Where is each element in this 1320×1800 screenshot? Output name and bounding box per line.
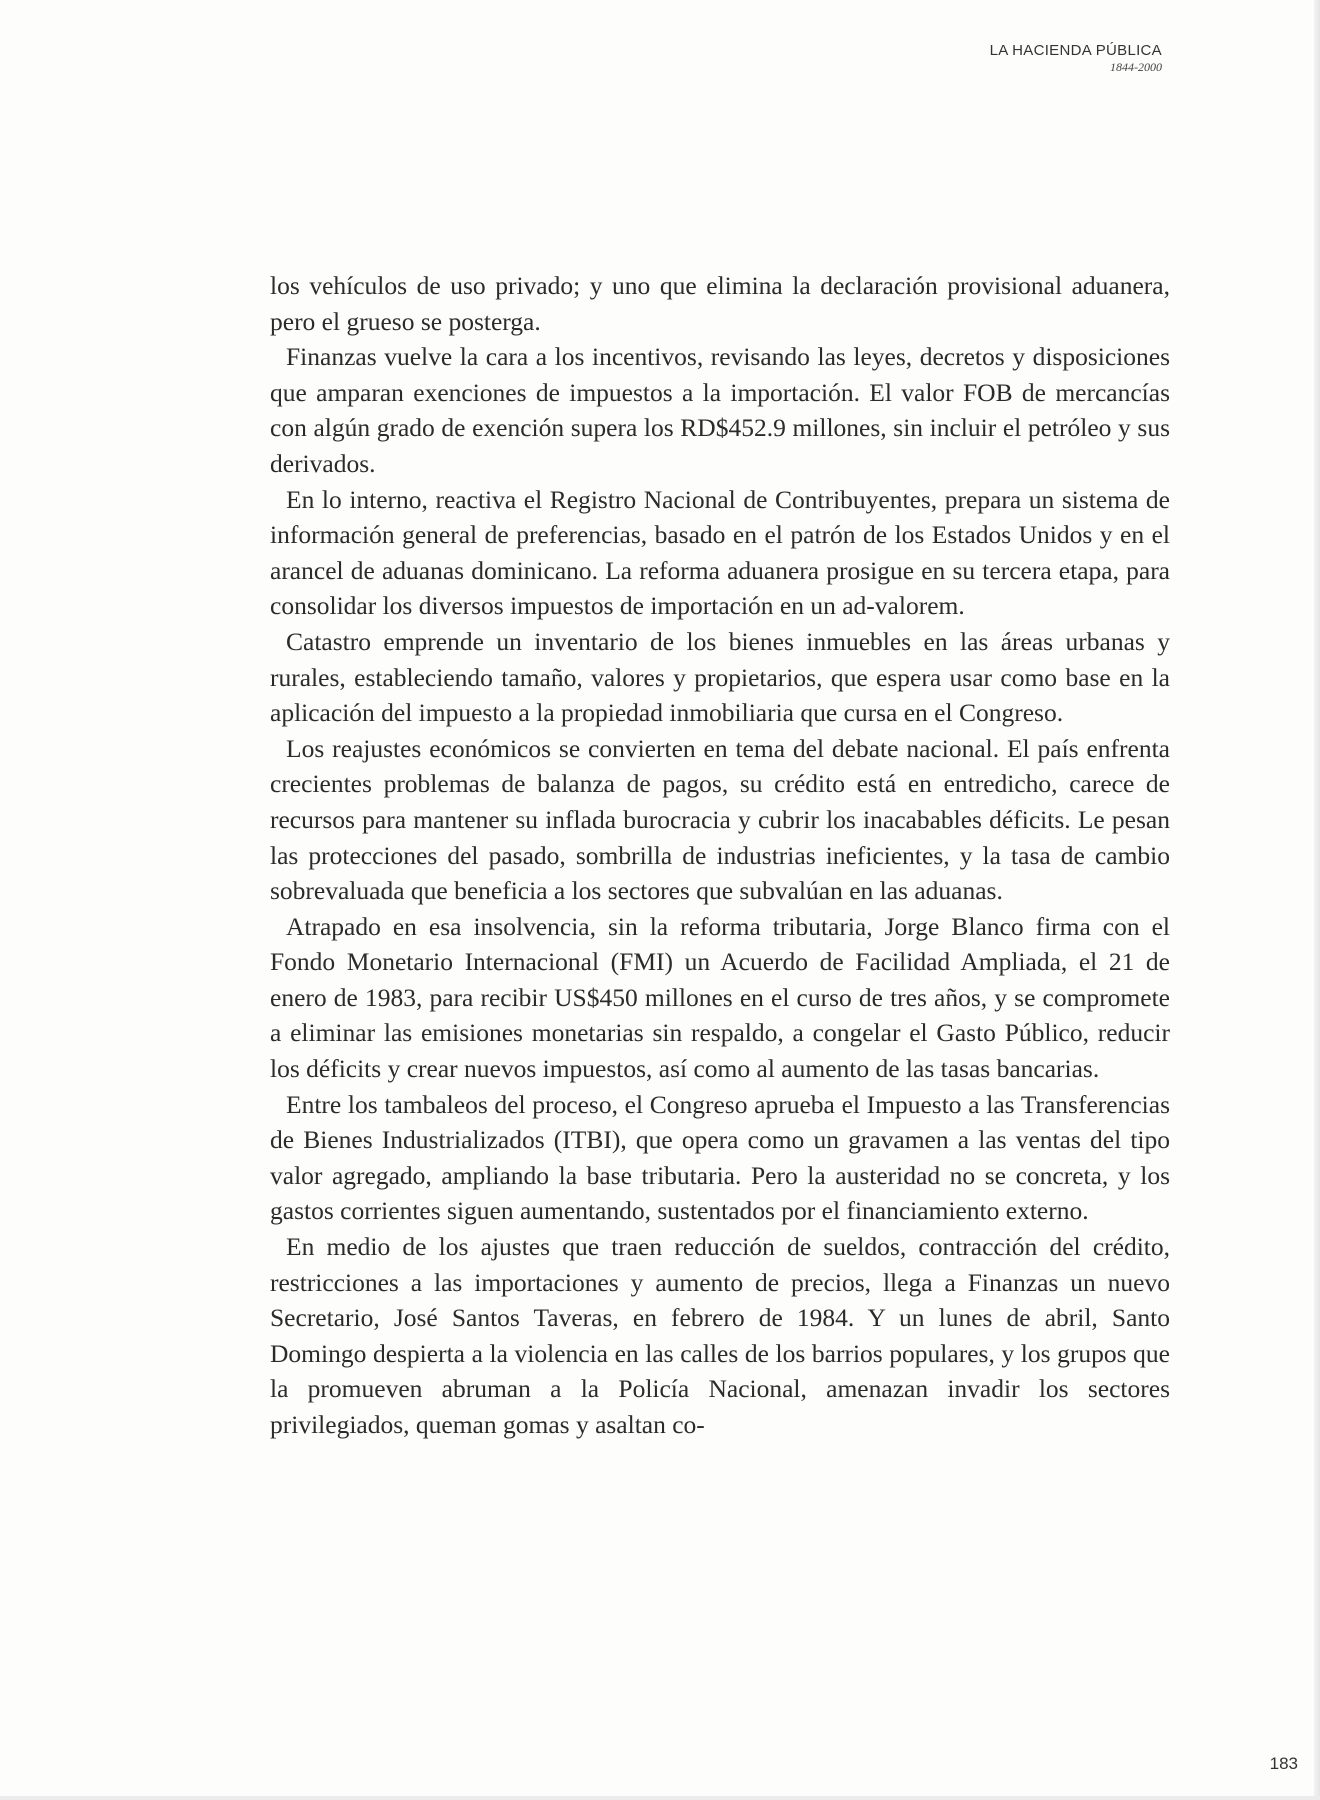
paragraph: Atrapado en esa insolvencia, sin la reforma tributaria, Jorge Blanco firma con el Fondo Monetario Internacional (FMI) un Acuerdo de Facilidad Ampliada, el 21 de enero de 1983, para recibir US$450 millones en el curso de tres años, y se compromete a eliminar las emisiones monetarias sin respaldo, a congelar el Gasto Público, reducir los déficits y crear nuevos impuestos, así como al aumento de las tasas bancarias. (270, 911, 1170, 1084)
body-text (270, 268, 1170, 1443)
paragraph: En lo interno, reactiva el Registro Nacional de Contribuyentes, prepara un sistema de información general de preferencias, basado en el patrón de los Estados Unidos y en el arancel de aduanas dominicano. La reforma aduanera prosigue en su tercera etapa, para consolidar los diversos impuestos de importación en un ad-valorem. (270, 484, 1170, 621)
paragraph: Los reajustes económicos se convierten en tema del debate nacional. El país enfrenta crecientes problemas de balanza de pagos, su crédito está en entredicho, carece de recursos para mantener su inflada burocracia y cubrir los inacabables déficits. Le pesan las protecciones del pasado, sombrilla de industrias ineficientes, y la tasa de cambio sobrevaluada que beneficia a los sectores que subvalúan en las aduanas. (270, 733, 1170, 906)
header-years: 1844-2000 (1110, 60, 1162, 74)
page-number: 183 (1269, 1754, 1298, 1773)
paragraph: Finanzas vuelve la cara a los incentivos, revisando las leyes, decretos y disposiciones que amparan exenciones de impuestos a la importación. El valor FOB de mercancías con algún grado de exención supera los RD$452.9 millones, sin incluir el petróleo y sus derivados. (270, 342, 1170, 478)
paragraph: los vehículos de uso privado; y uno que elimina la declaración provisional aduanera, pero el grueso se posterga. (270, 271, 1170, 336)
page-edge (1314, 0, 1320, 1800)
paragraph: Entre los tambaleos del proceso, el Congreso aprueba el Impuesto a las Transferencias de Bienes Industrializados (ITBI), que opera como un gravamen a las ventas del tipo valor agregado, ampliando la base tributaria. Pero la austeridad no se concreta, y los gastos corrientes siguen aumentando, sustentados por el financiamiento externo. (270, 1089, 1170, 1226)
page-bottom-edge (0, 1796, 1320, 1800)
paragraph: Catastro emprende un inventario de los bienes inmuebles en las áreas urbanas y rurales, estableciendo tamaño, valores y propietarios, que espera usar como base en la aplicación del impuesto a la propiedad inmobiliaria que cursa en el Congreso. (270, 626, 1170, 728)
running-header (990, 42, 1162, 74)
paragraph: En medio de los ajustes que traen reducción de sueldos, contracción del crédito, restricciones a las importaciones y aumento de precios, llega a Finanzas un nuevo Secretario, José Santos Taveras, en febrero de 1984. Y un lunes de abril, Santo Domingo despierta a la violencia en las calles de los barrios populares, y los grupos que la promueven abruman a la Policía Nacional, amenazan invadir los sectores privilegiados, queman gomas y asaltan co- (270, 1232, 1170, 1439)
header-title: LA HACIENDA PÚBLICA (989, 42, 1162, 59)
